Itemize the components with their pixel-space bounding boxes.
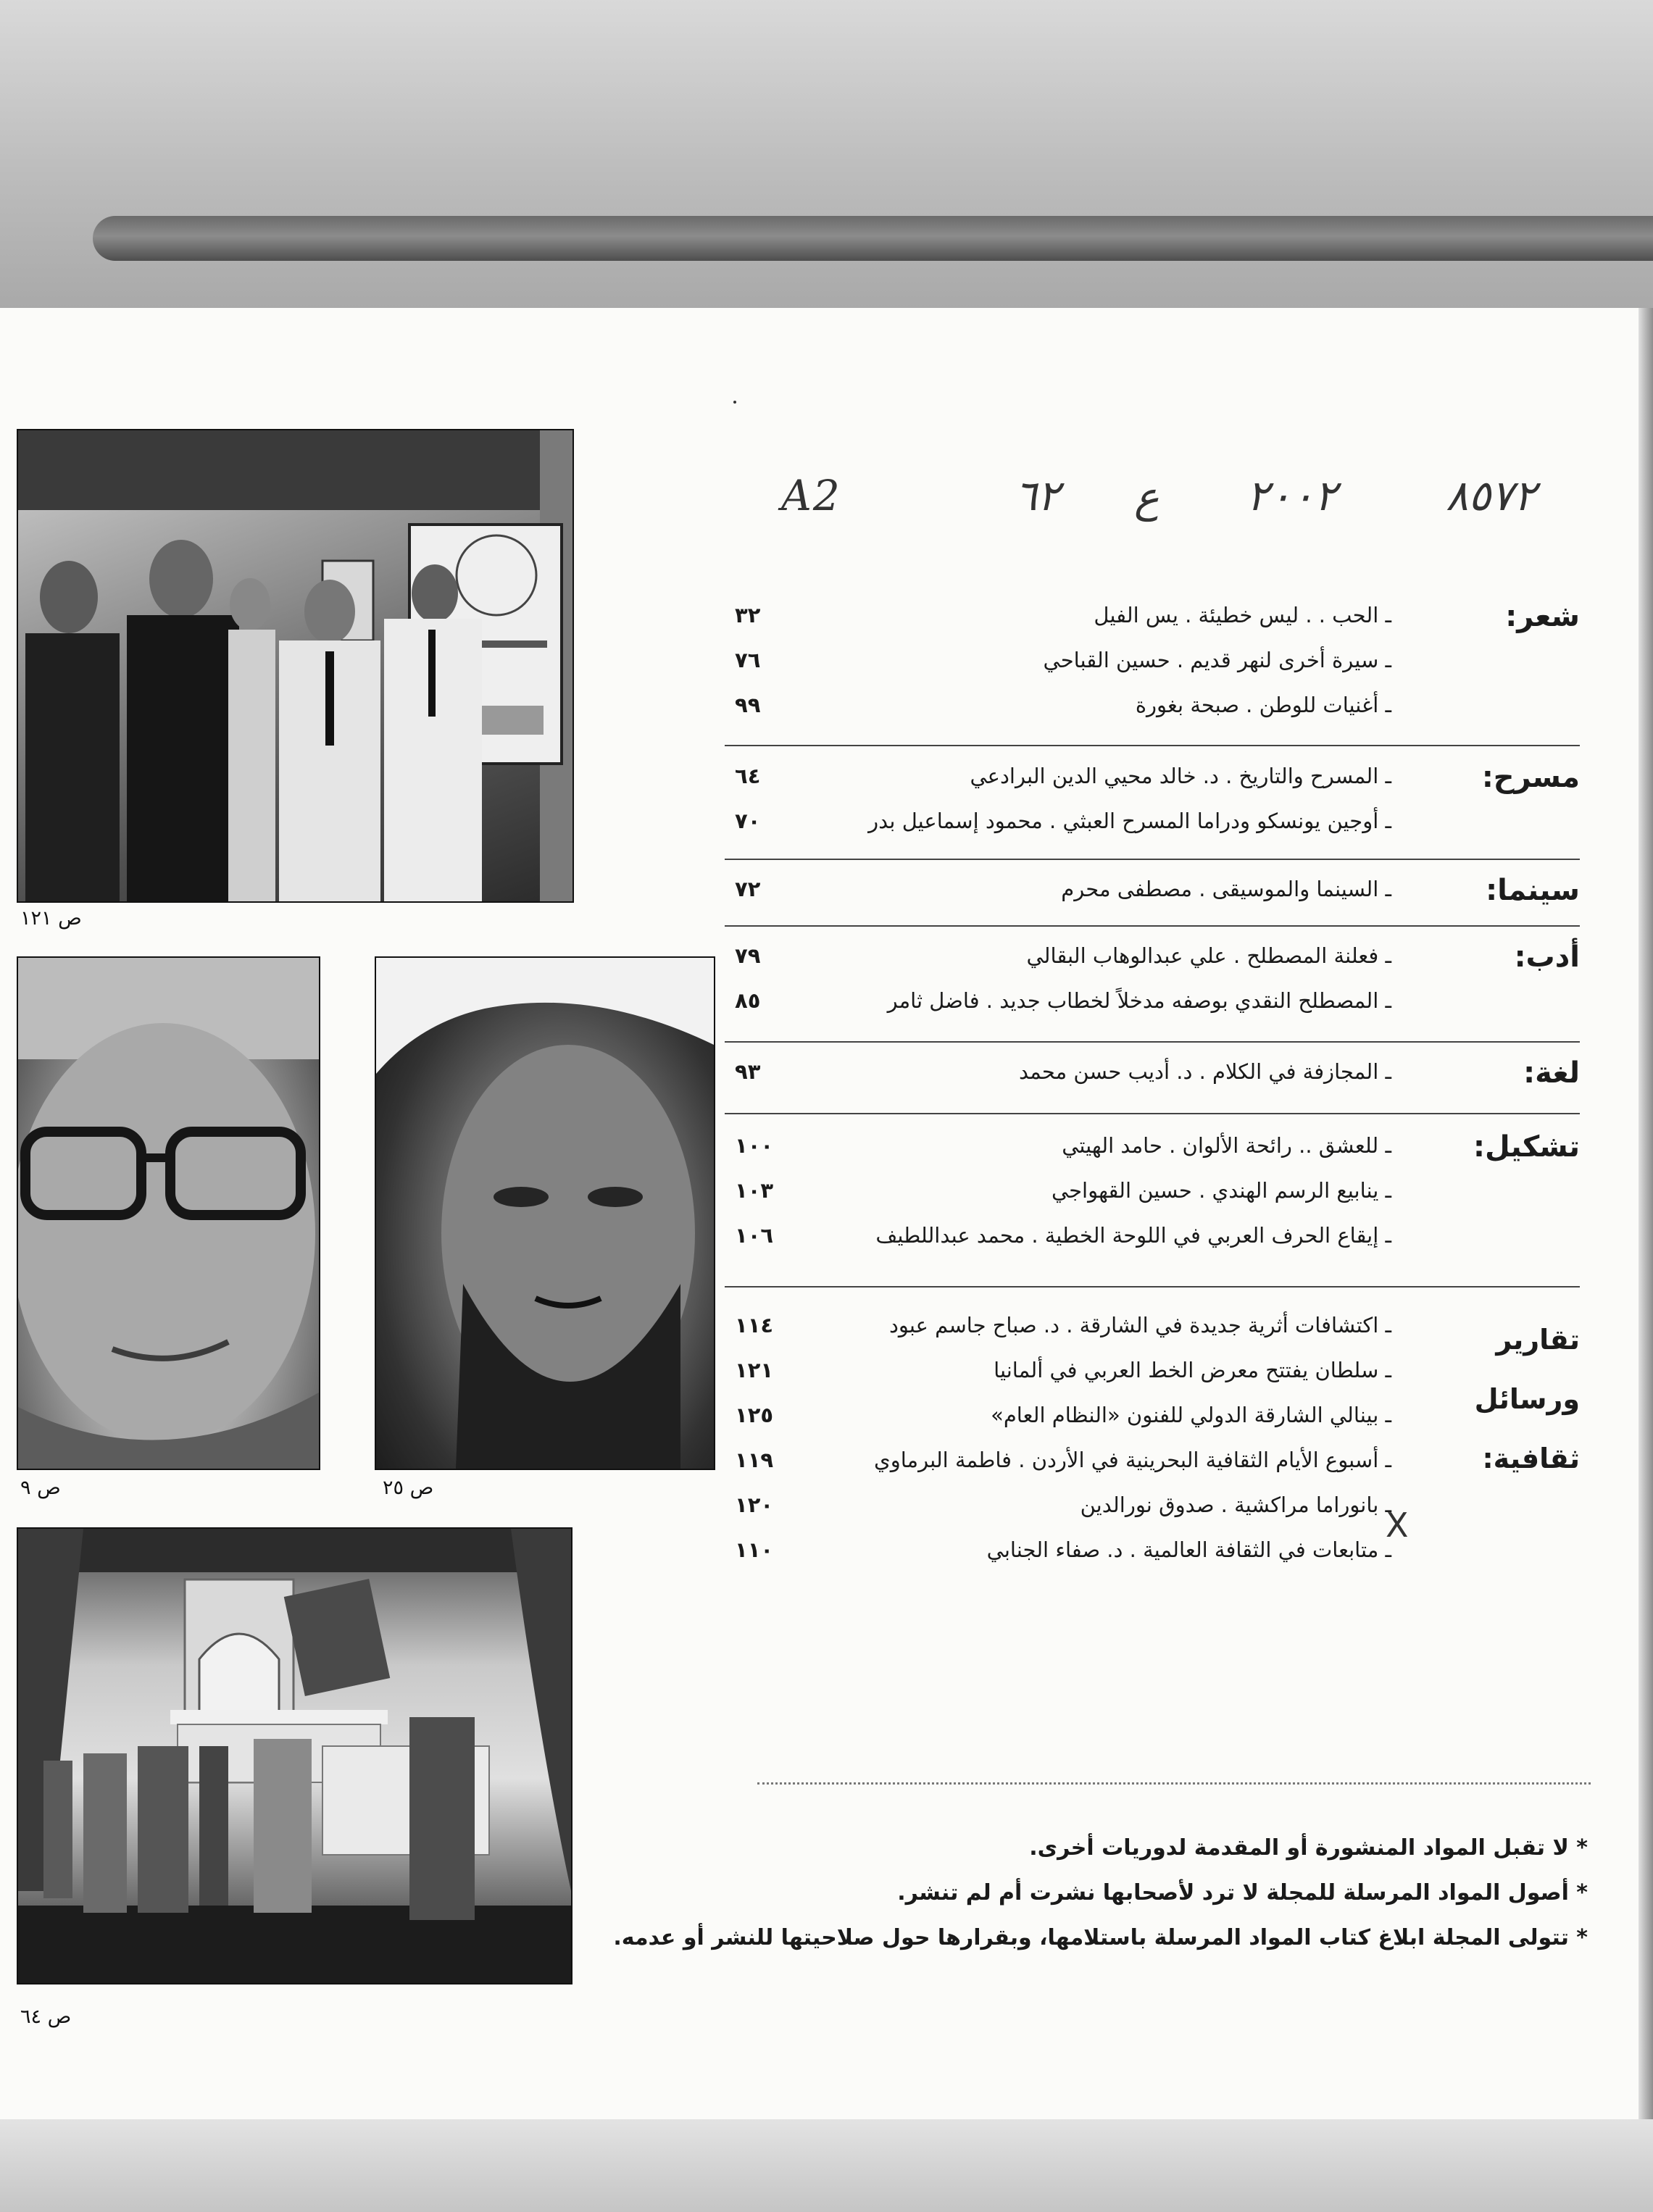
section-divider (725, 925, 1580, 927)
section-title: لغة: (1523, 1056, 1580, 1090)
entry-page-number: ١١٠ (735, 1537, 774, 1562)
section-divider (725, 859, 1580, 860)
section-title: تشكيل: (1473, 1130, 1580, 1164)
photo-exhibition-opening (17, 429, 574, 903)
entry-page-number: ٧٢ (735, 877, 761, 901)
section-title: شعر: (1505, 600, 1580, 633)
entry-page-number: ١٠٠ (735, 1133, 774, 1158)
toc-entry[interactable] (725, 988, 1391, 1032)
entry-title: ـ فعلنة المصطلح . علي عبدالوهاب البقالي (1026, 943, 1391, 968)
toc-entry[interactable] (725, 1358, 1391, 1401)
toc-entry[interactable] (725, 809, 1391, 852)
entry-page-number: ١١٤ (735, 1313, 774, 1337)
bottom-gray-band (0, 2119, 1653, 2212)
toc-entry[interactable] (725, 764, 1391, 807)
section-title: أدب: (1514, 940, 1580, 974)
top-gray-band (0, 0, 1653, 308)
toc-entry[interactable] (725, 943, 1391, 987)
entry-title: ـ أغنيات للوطن . صبحة بغورة (1135, 693, 1391, 717)
toc-section-fine-arts (725, 1130, 1580, 1275)
entry-title: ـ المسرح والتاريخ . د. خالد محيي الدين البرادعي (970, 764, 1391, 788)
toc-entry[interactable] (725, 1133, 1391, 1177)
section-title: سينما: (1486, 874, 1580, 907)
entry-page-number: ٧٦ (735, 648, 761, 672)
entry-title: ـ المصطلح النقدي بوصفه مدخلاً لخطاب جديد . فاضل ثامر (887, 988, 1391, 1013)
entry-page-number: ٣٢ (735, 603, 761, 627)
photo-caption: ص ١٢١ (20, 907, 82, 930)
section-title: تقارير ورسائل ثقافية: (1474, 1324, 1580, 1474)
dotted-separator (757, 1782, 1591, 1785)
entry-page-number: ٧٠ (735, 809, 761, 833)
toc-entry[interactable] (725, 1223, 1391, 1266)
photo-caption: ص ٦٤ (20, 2006, 72, 2028)
entry-page-number: ١١٩ (735, 1448, 774, 1472)
entry-page-number: ١٢٥ (735, 1403, 774, 1427)
portrait-illustration (18, 958, 319, 1469)
entry-title: ـ ينابيع الرسم الهندي . حسين القهواجي (1051, 1178, 1391, 1203)
top-decorative-bar (93, 216, 1653, 261)
entry-title: ـ بينالي الشارقة الدولي للفنون «النظام العام» (991, 1403, 1391, 1427)
entry-title: ـ السينما والموسيقى . مصطفى محرم (1061, 877, 1391, 901)
toc-entry[interactable] (725, 1448, 1391, 1491)
photo-portrait-bearded-man (375, 956, 715, 1470)
entry-title: ـ الحب . . ليس خطيئة . يس الفيل (1094, 603, 1391, 627)
toc-section-cinema (725, 874, 1580, 925)
entry-page-number: ١٠٦ (735, 1223, 774, 1248)
exhibition-illustration (18, 430, 572, 901)
small-mark (733, 401, 736, 404)
toc-entry[interactable] (725, 648, 1391, 691)
toc-entry[interactable] (725, 1403, 1391, 1446)
entry-page-number: ٦٤ (735, 764, 761, 788)
entry-page-number: ٨٥ (735, 988, 761, 1013)
entry-page-number: ٩٣ (735, 1059, 761, 1084)
handwritten-note-letter: ع (1134, 472, 1159, 522)
toc-entry[interactable] (725, 693, 1391, 736)
entry-title: ـ متابعات في الثقافة العالمية . د. صفاء الجنابي (986, 1537, 1391, 1562)
entry-title: ـ اكتشافات أثرية جديدة في الشارقة . د. صباح جاسم عبود (888, 1313, 1391, 1337)
photo-theatre-stage (17, 1527, 572, 1984)
toc-section-language (725, 1056, 1580, 1107)
stage-illustration (18, 1529, 571, 1983)
entry-title: ـ أوجين يونسكو ودراما المسرح العبثي . محمود إسماعيل بدر (868, 809, 1391, 833)
entry-title: ـ للعشق .. رائحة الألوان . حامد الهيتي (1062, 1133, 1391, 1158)
handwritten-note-issue: ٦٢ (1015, 471, 1060, 520)
section-title: مسرح: (1481, 761, 1580, 794)
toc-section-literature (725, 940, 1580, 1042)
entry-title: ـ إيقاع الحرف العربي في اللوحة الخطية . محمد عبداللطيف (875, 1223, 1391, 1248)
toc-entry[interactable] (725, 1493, 1391, 1536)
entry-title: ـ أسبوع الأيام الثقافية البحرينية في الأردن . فاطمة البرماوي (874, 1448, 1391, 1472)
handwritten-note-code: A2 (781, 471, 841, 520)
entry-page-number: ٧٩ (735, 943, 761, 968)
toc-section-poetry (725, 600, 1580, 745)
photo-portrait-man-glasses (17, 956, 320, 1470)
section-divider (725, 1041, 1580, 1043)
entry-page-number: ١٢٠ (735, 1493, 774, 1517)
toc-section-cultural-reports (725, 1310, 1580, 1600)
section-divider (725, 1113, 1580, 1114)
entry-title: ـ المجازفة في الكلام . د. أديب حسن محمد (1018, 1059, 1391, 1084)
note-line: * لا تقبل المواد المنشورة أو المقدمة لدوريات أخرى. (1029, 1835, 1588, 1861)
pen-x-mark: X (1386, 1506, 1409, 1545)
handwritten-note-year: ٢٠٠٢ (1246, 471, 1337, 520)
toc-section-theatre (725, 761, 1580, 862)
photo-caption: ص ٩ (20, 1477, 61, 1499)
note-line: * أصول المواد المرسلة للمجلة لا ترد لأصحابها نشرت أم لم تنشر. (897, 1880, 1588, 1906)
toc-entry[interactable] (725, 603, 1391, 646)
entry-title: ـ بانوراما مراكشية . صدوق نورالدين (1080, 1493, 1391, 1517)
entry-page-number: ١٢١ (735, 1358, 774, 1382)
note-line: * تتولى المجلة ابلاغ كتاب المواد المرسلة باستلامها، وبقرارها حول صلاحيتها للنشر أو عدمه. (613, 1925, 1588, 1950)
section-divider (725, 1286, 1580, 1287)
toc-entry[interactable] (725, 1537, 1391, 1581)
entry-page-number: ٩٩ (735, 693, 761, 717)
toc-entry[interactable] (725, 1313, 1391, 1356)
editorial-notes (613, 1826, 1588, 1961)
entry-title: ـ سيرة أخرى لنهر قديم . حسين القباحي (1043, 648, 1391, 672)
portrait-illustration (376, 958, 714, 1469)
photo-caption: ص ٢٥ (383, 1477, 434, 1499)
toc-entry[interactable] (725, 1059, 1391, 1103)
page-right-edge (1639, 308, 1653, 2119)
entry-title: ـ سلطان يفتتح معرض الخط العربي في ألمانيا (994, 1358, 1391, 1382)
handwritten-note-number: ٨٥٧٢ (1446, 471, 1536, 520)
toc-entry[interactable] (725, 1178, 1391, 1222)
section-divider (725, 745, 1580, 746)
entry-page-number: ١٠٣ (735, 1178, 774, 1203)
toc-entry[interactable] (725, 877, 1391, 920)
